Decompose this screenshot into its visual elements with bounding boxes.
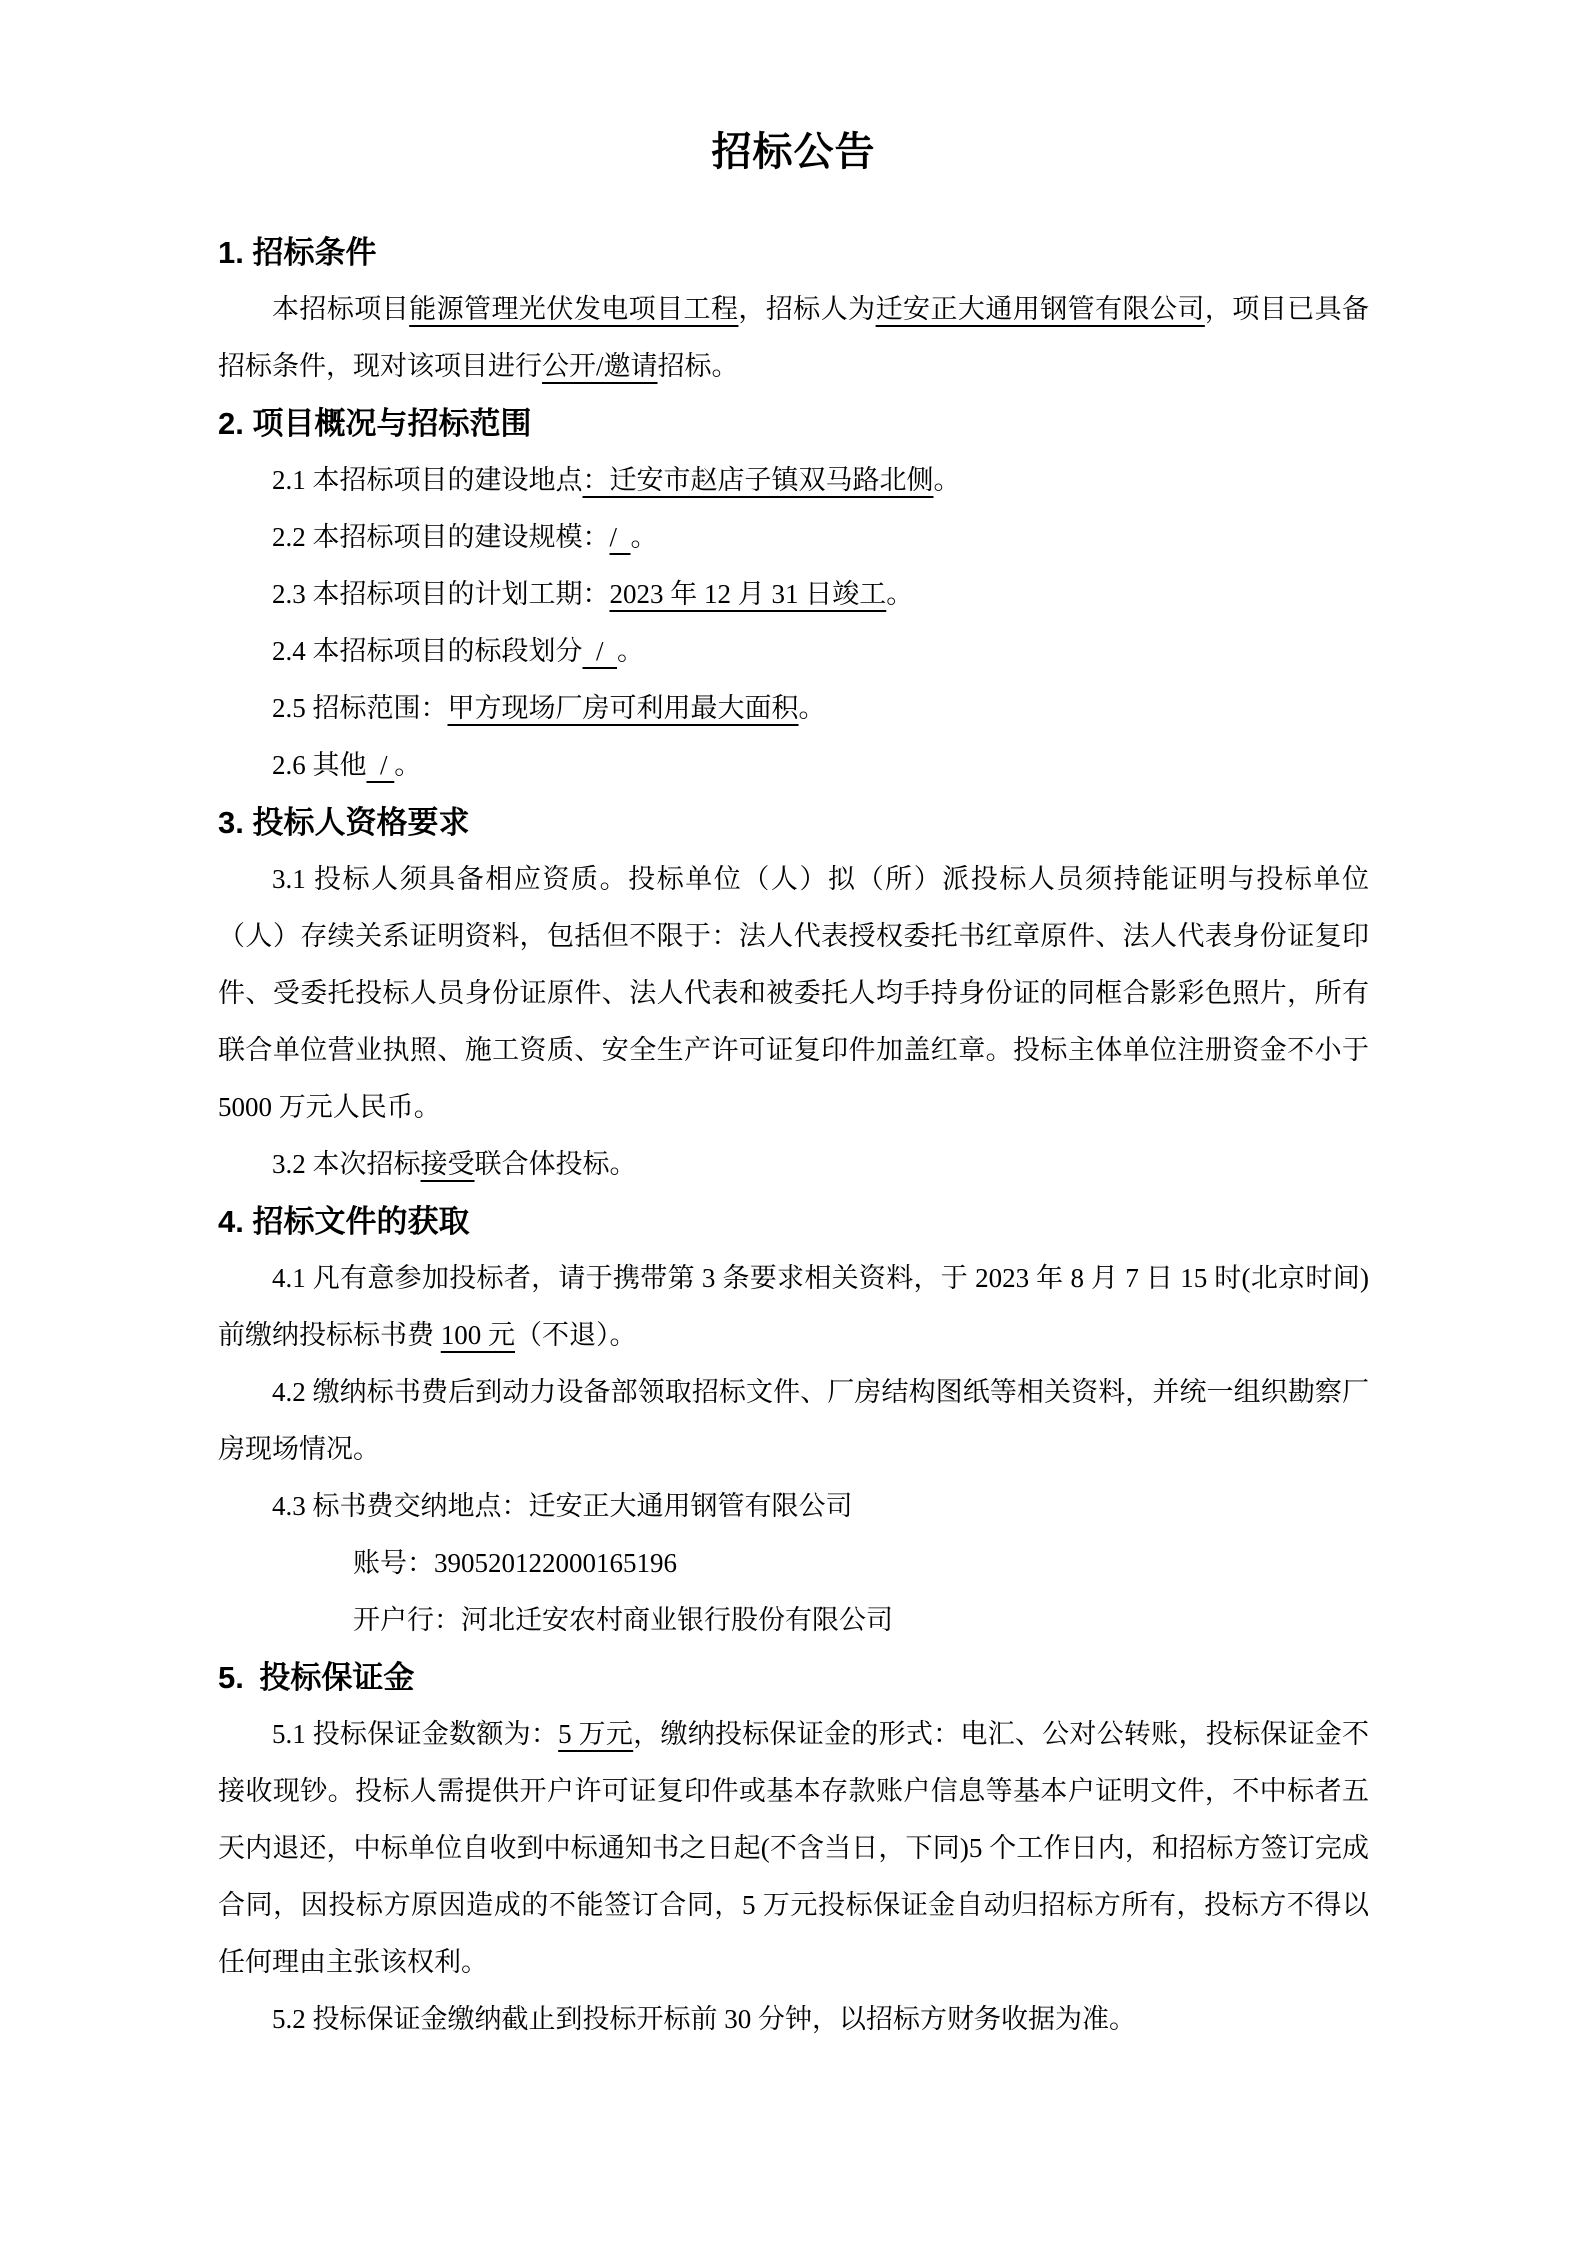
text-run: 2.4 本招标项目的标段划分 xyxy=(272,636,583,666)
underlined-field: 接受 xyxy=(420,1149,475,1179)
document-body xyxy=(218,224,1376,2048)
paragraph xyxy=(218,452,1369,509)
paragraph xyxy=(218,1592,1369,1649)
underlined-field: / xyxy=(609,522,631,552)
paragraph xyxy=(218,680,1369,737)
text-run: 3.1 投标人须具备相应资质。投标单位（人）拟（所）派投标人员须持能证明与投标单位（人）存续关系证明资料，包括但不限于：法人代表授权委托书红章原件、法人代表身份证复印件、受委托投标人员身份证原件、法人代表和被委托人均手持身份证的同框合影彩色照片，所有联合单位营业执照、施工资质、安全生产许可证复印件加盖红章。投标主体单位注册资金不小于 5000 万元人民币。 xyxy=(218,864,1376,1122)
text-run: 。 xyxy=(933,465,961,495)
paragraph xyxy=(218,851,1376,1136)
paragraph xyxy=(218,1250,1369,1364)
underlined-field: 能源管理光伏发电项目工程 xyxy=(409,294,739,324)
paragraph xyxy=(218,623,1369,680)
paragraph xyxy=(218,1706,1369,1991)
text-run: 。 xyxy=(798,693,826,723)
paragraph xyxy=(218,281,1369,395)
text-run: 。 xyxy=(617,636,645,666)
underlined-field: ：迁安市赵店子镇双马路北侧 xyxy=(582,465,934,495)
paragraph xyxy=(218,1991,1369,2048)
text-run: ，招标人为 xyxy=(738,294,876,324)
text-run: 2.1 本招标项目的建设地点 xyxy=(272,465,583,495)
underlined-field: 2023 年 12 月 31 日竣工 xyxy=(609,579,887,609)
text-run: ，项目已具备招标条件，现对该项目进行 xyxy=(218,294,1370,381)
underlined-field: / xyxy=(366,750,395,780)
text-run: 联合体投标。 xyxy=(474,1149,637,1179)
text-run: 4.1 凡有意参加投标者，请于携带第 3 条要求相关资料，于 2023 年 8 月 7 日 15 时(北京时间)前缴纳投标标书费 xyxy=(218,1263,1369,1350)
text-run: 。 xyxy=(394,750,422,780)
underlined-field: 甲方现场厂房可利用最大面积 xyxy=(447,693,799,723)
text-run: 5.2 投标保证金缴纳截止到投标开标前 30 分钟，以招标方财务收据为准。 xyxy=(272,2004,1136,2034)
underlined-field: 公开/邀请 xyxy=(542,351,658,381)
text-run: 4.2 缴纳标书费后到动力设备部领取招标文件、厂房结构图纸等相关资料，并统一组织勘察厂房现场情况。 xyxy=(218,1377,1369,1464)
text-run: 5.1 投标保证金数额为： xyxy=(272,1719,559,1749)
text-run: 账号：390520122000165196 xyxy=(353,1548,677,1578)
underlined-field: 100 元 xyxy=(440,1320,515,1350)
paragraph xyxy=(218,1535,1369,1592)
underlined-field: 迁安正大通用钢管有限公司 xyxy=(875,294,1205,324)
text-run: 招标。 xyxy=(657,351,739,381)
paragraph xyxy=(218,566,1369,623)
paragraph xyxy=(218,1364,1369,1478)
text-run: 2.3 本招标项目的计划工期： xyxy=(272,579,610,609)
underlined-field: 5 万元 xyxy=(558,1719,634,1749)
section-heading: 1. 招标条件 xyxy=(218,235,377,270)
paragraph xyxy=(218,1136,1369,1193)
text-run: （不退）。 xyxy=(515,1320,637,1350)
text-run: 2.6 其他 xyxy=(272,750,367,780)
underlined-field: / xyxy=(582,636,618,666)
paragraph xyxy=(218,737,1369,794)
page-title: 招标公告 xyxy=(711,130,876,174)
text-run: 2.5 招标范围： xyxy=(272,693,448,723)
text-run: 4.3 标书费交纳地点：迁安正大通用钢管有限公司 xyxy=(272,1491,853,1521)
section-heading: 2. 项目概况与招标范围 xyxy=(218,406,532,441)
text-run: 。 xyxy=(630,522,658,552)
text-run: 本招标项目 xyxy=(272,294,410,324)
text-run: 3.2 本次招标 xyxy=(272,1149,421,1179)
paragraph xyxy=(218,1478,1369,1535)
text-run: 2.2 本招标项目的建设规模： xyxy=(272,522,610,552)
text-run: 开户行：河北迁安农村商业银行股份有限公司 xyxy=(353,1605,893,1635)
section-heading: 3. 投标人资格要求 xyxy=(218,805,470,840)
text-run: ，缴纳投标保证金的形式：电汇、公对公转账，投标保证金不接收现钞。投标人需提供开户许可证复印件或基本存款账户信息等基本户证明文件，不中标者五天内退还，中标单位自收到中标通知书之日起(不含当日，下同)5 个工作日内，和招标方签订完成合同，因投标方原因造成的不能签订合同，5 万元投标保证金自动归招标方所有，投标方不得以任何理由主张该权利。 xyxy=(218,1719,1370,1977)
text-run: 。 xyxy=(886,579,914,609)
section-heading: 5. 投标保证金 xyxy=(218,1660,415,1695)
paragraph xyxy=(218,509,1369,566)
section-heading: 4. 招标文件的获取 xyxy=(218,1204,470,1239)
